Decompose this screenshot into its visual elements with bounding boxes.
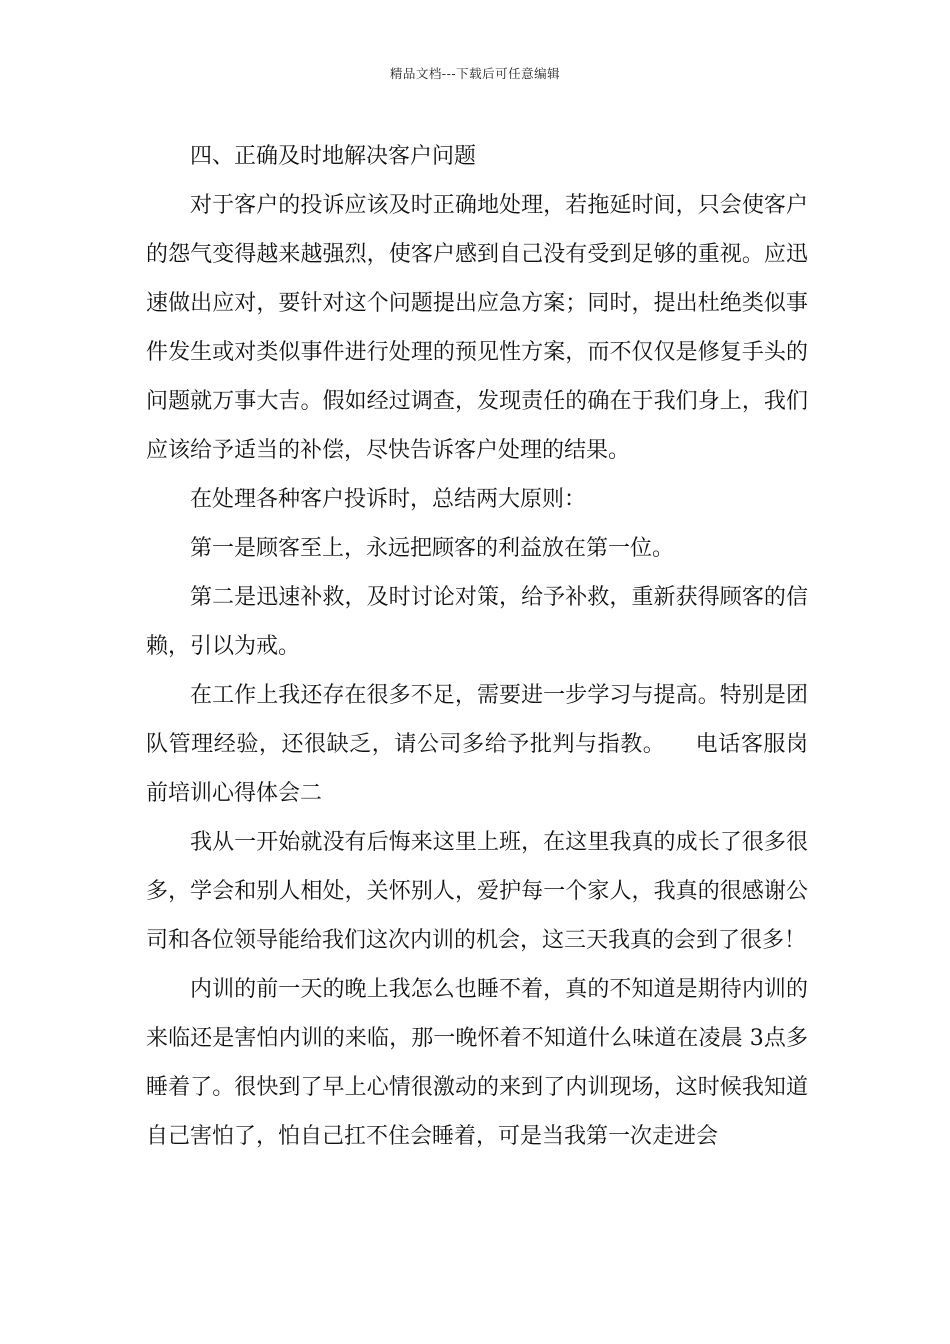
paragraph: 第二是迅速补救，及时讨论对策，给予补救，重新获得顾客的信赖，引以为戒。 <box>146 585 808 659</box>
document-body <box>146 132 808 1161</box>
paragraph: 在处理各种客户投诉时，总结两大原则： <box>190 487 587 512</box>
paragraph: 内训的前一天的晚上我怎么也睡不着，真的不知道是期待内训的来临还是害怕内训的来临，那一晚怀着不知道什么味道在凌晨 3点多睡着了。很快到了早上心情很激动的来到了内训现场，这时候我知道自己害怕了，怕自己扛不住会睡着，可是当我第一次走进会 <box>146 977 808 1149</box>
paragraph: 对于客户的投诉应该及时正确地处理，若拖延时间，只会使客户的怨气变得越来越强烈，使客户感到自己没有受到足够的重视。应迅速做出应对，要针对这个问题提出应急方案；同时，提出杜绝类似事件发生或对类似事件进行处理的预见性方案，而不仅仅是修复手头的问题就万事大吉。假如经过调查，发现责任的确在于我们身上，我们应该给予适当的补偿，尽快告诉客户处理的结果。 <box>146 193 808 463</box>
paragraph: 在工作上我还存在很多不足，需要进一步学习与提高。特别是团队管理经验，还很缺乏，请公司多给予批判与指教。 电话客服岗前培训心得体会二 <box>146 683 808 806</box>
page-header: 精品文档---下载后可任意编辑 <box>389 66 561 81</box>
paragraph: 第一是顾客至上，永远把顾客的利益放在第一位。 <box>190 536 675 561</box>
section-heading: 四、正确及时地解决客户问题 <box>190 144 477 169</box>
paragraph: 我从一开始就没有后悔来这里上班，在这里我真的成长了很多很多，学会和别人相处，关怀别人，爱护每一个家人，我真的很感谢公司和各位领导能给我们这次内训的机会，这三天我真的会到了很多！ <box>146 830 808 953</box>
